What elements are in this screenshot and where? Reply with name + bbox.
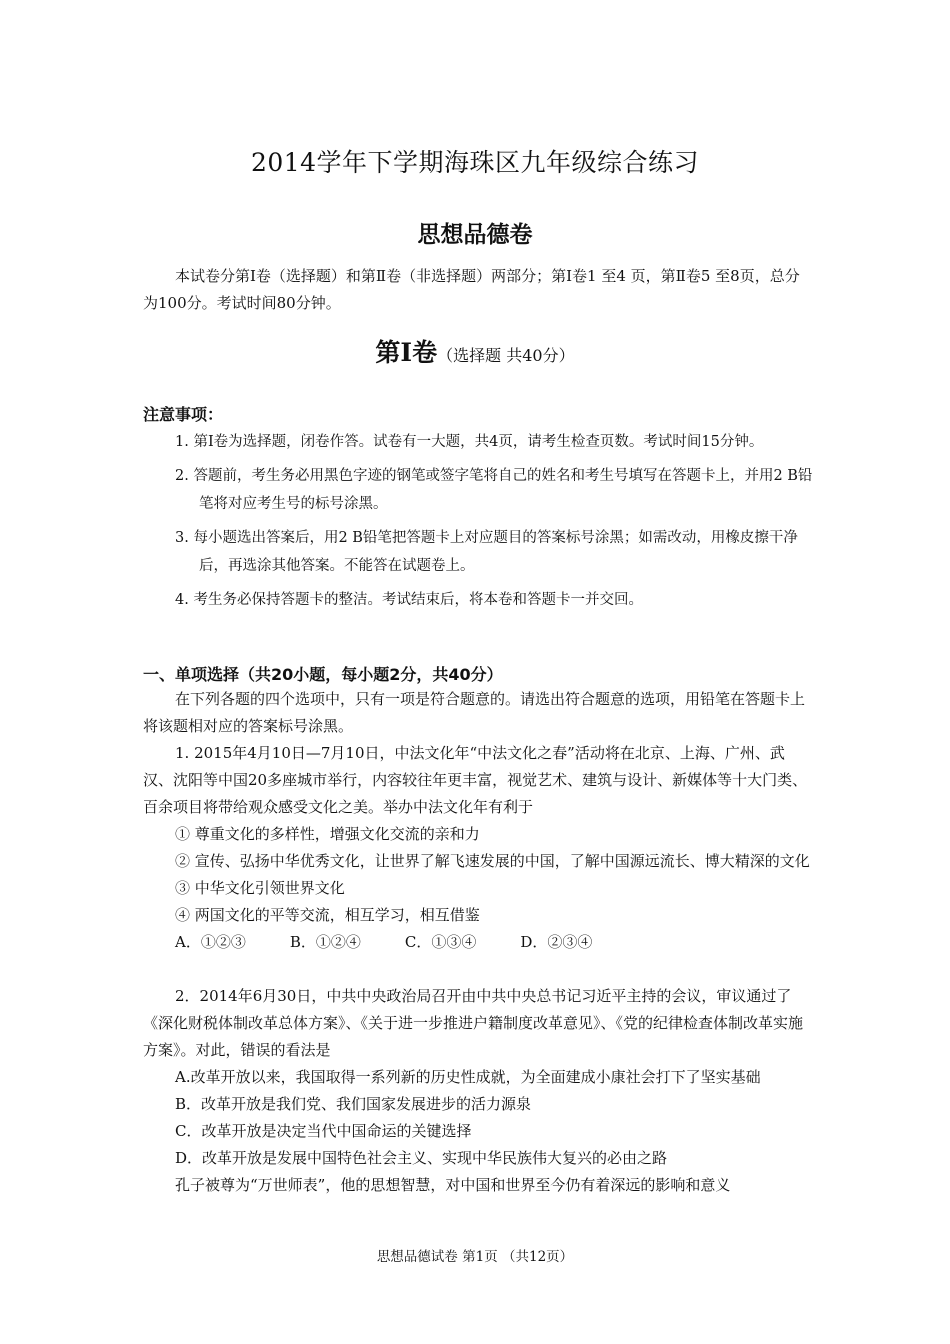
q3-partial: 孔子被尊为“万世师表”，他的思想智慧，对中国和世界至今仍有着深远的影响和意义: [175, 1176, 731, 1194]
q2-stem: 2．2014年6月30日，中共中央政治局召开由中共中央总书记习近平主持的会议，审议通过了《深化财税体制改革总体方案》、《关于进一步推进户籍制度改革意见》、《党的纪律检查体制改革实施方案》。对此，错误的看法是: [143, 987, 804, 1059]
notice-title: 注意事项：: [143, 405, 224, 424]
section-instruction: 在下列各题的四个选项中，只有一项是符合题意的。请选出符合题意的选项，用铅笔在答题卡上将该题相对应的答案标号涂黑。: [143, 690, 806, 735]
q2-option: C．改革开放是决定当代中国命运的关键选择: [175, 1122, 472, 1140]
q1-statement: ③ 中华文化引领世界文化: [175, 879, 345, 897]
notice-list: [175, 428, 815, 620]
intro-paragraph: [143, 263, 813, 317]
part-title: 第Ⅰ卷: [375, 338, 438, 367]
q1-stem: 1. 2015年4月10日—7月10日，中法文化年“中法文化之春”活动将在北京、上海、广州、武汉、沈阳等中国20多座城市举行，内容较往年更丰富，视觉艺术、建筑与设计、新媒体等十大门类、百余项目将带给观众感受文化之美。举办中法文化年有利于: [143, 744, 808, 816]
q1-statement: ④ 两国文化的平等交流，相互学习，相互借鉴: [175, 906, 480, 924]
q2-option: A.改革开放以来，我国取得一系列新的历史性成就，为全面建成小康社会打下了坚实基础: [175, 1068, 761, 1086]
q2-option: B．改革开放是我们党、我们国家发展进步的活力源泉: [175, 1095, 532, 1113]
q1-choice-a: A．①②③: [175, 933, 246, 951]
q1-choices: [143, 929, 813, 956]
notice-item: 4. 考生务必保持答题卡的整洁。考试结束后，将本卷和答题卡一并交回。: [175, 592, 643, 608]
q2-option: D．改革开放是发展中国特色社会主义、实现中华民族伟大复兴的必由之路: [175, 1149, 668, 1167]
subject-title: 思想品德卷: [417, 222, 533, 248]
part-subtitle: （选择题 共40分）: [437, 346, 575, 365]
q1-statement: ② 宣传、弘扬中华优秀文化，让世界了解飞速发展的中国，了解中国源远流长、博大精深的文化: [175, 852, 810, 870]
q1-choice-b: B．①②④: [289, 933, 361, 951]
q1-choice-d: D．②③④: [520, 933, 593, 951]
notice-item: 2. 答题前，考生务必用黑色字迹的钢笔或签字笔将自己的姓名和考生号填写在答题卡上，并用2 B铅笔将对应考生号的标号涂黑。: [175, 468, 813, 512]
part-heading: [0, 333, 950, 369]
q1-choice-c: C．①③④: [404, 933, 477, 951]
notice-item: 3. 每小题选出答案后，用2 B铅笔把答题卡上对应题目的答案标号涂黑；如需改动，用橡皮擦干净后，再选涂其他答案。不能答在试题卷上。: [175, 530, 798, 574]
page-footer: 思想品德试卷 第1页 （共12页）: [376, 1249, 574, 1265]
q1-statement: ① 尊重文化的多样性，增强文化交流的亲和力: [175, 825, 480, 843]
notice-item: 1. 第Ⅰ卷为选择题，闭卷作答。试卷有一大题，共4页，请考生检查页数。考试时间15分钟。: [175, 434, 764, 450]
page-title: 2014学年下学期海珠区九年级综合练习: [250, 148, 700, 177]
section-title: 一、单项选择（共20小题，每小题2分，共40分）: [143, 665, 503, 684]
questions-block: [143, 686, 813, 1199]
spacer: [143, 956, 813, 983]
intro-text: 本试卷分第Ⅰ卷（选择题）和第Ⅱ卷（非选择题）两部分；第Ⅰ卷1 至4 页，第Ⅱ卷5 至8页，总分为100分。考试时间80分钟。: [143, 267, 800, 312]
